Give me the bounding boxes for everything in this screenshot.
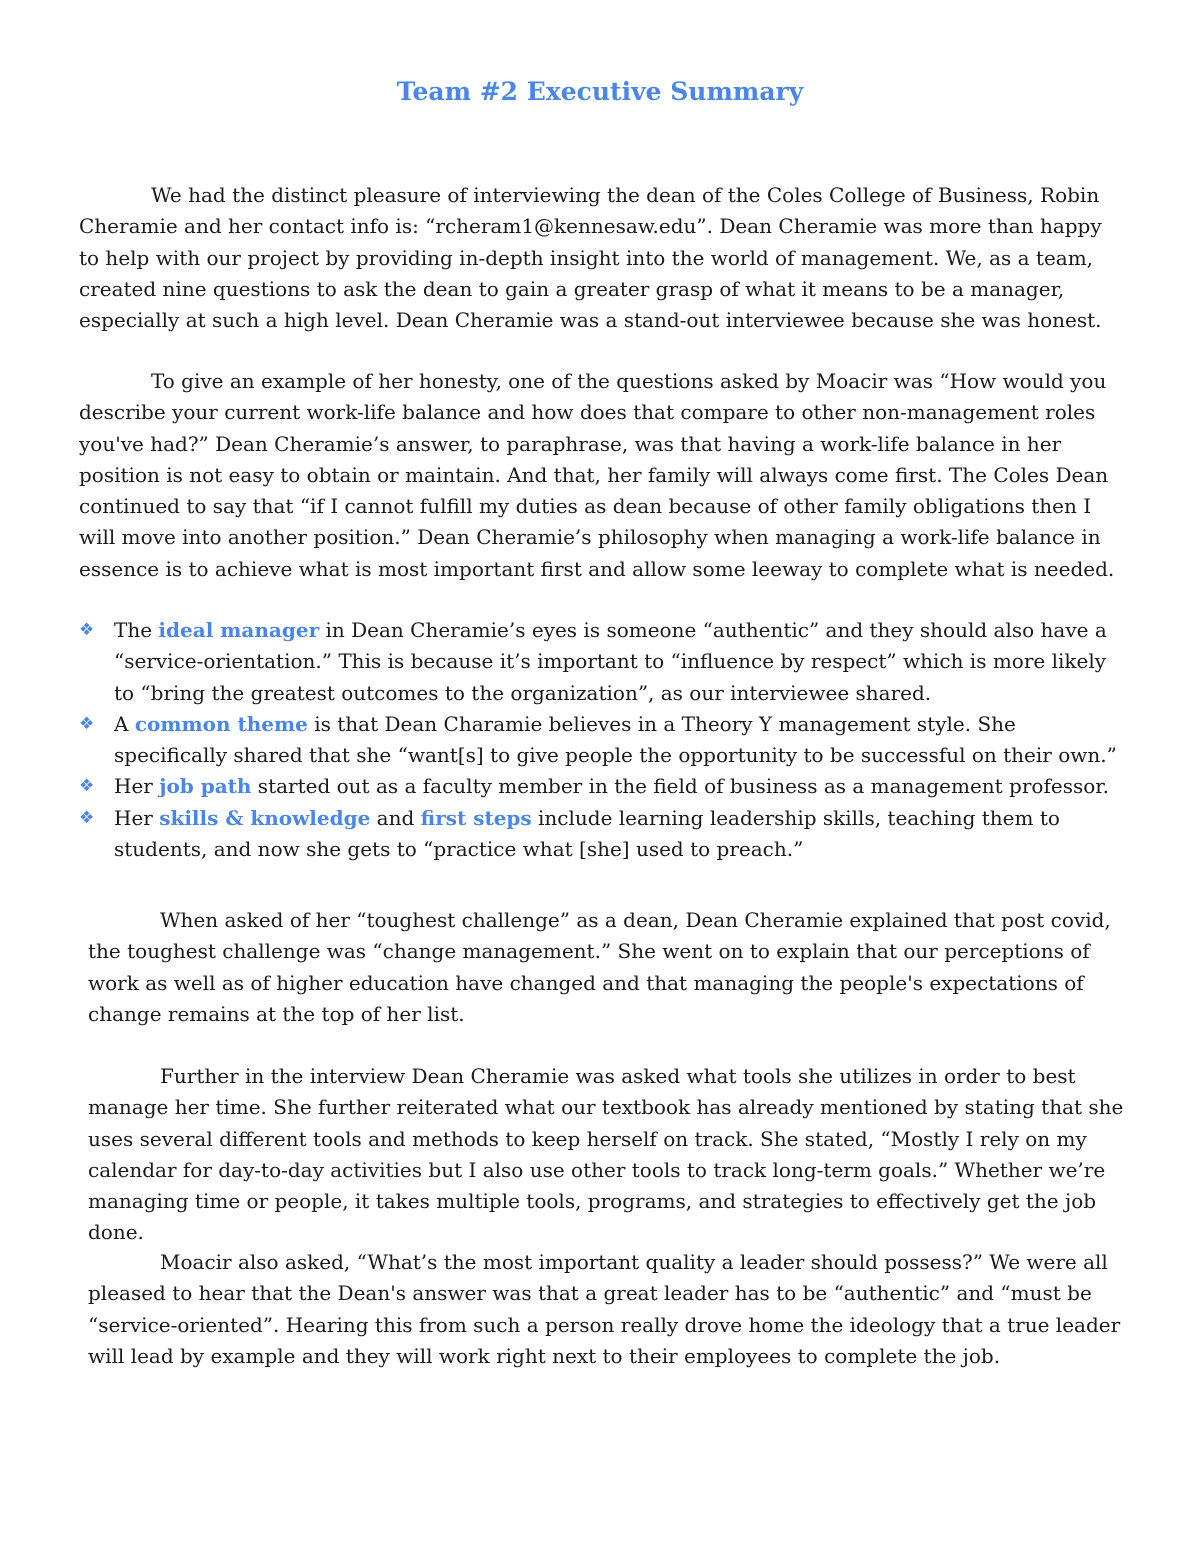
highlight-first-steps: first steps: [420, 805, 532, 830]
diamond-bullet-icon: ❖: [79, 713, 95, 734]
highlight-common-theme: common theme: [134, 711, 308, 736]
paragraph-intro: We had the distinct pleasure of interviewing the dean of the Coles College of Business, Robin Cheramie and her contact info is: “rcheram1@kennesaw.edu”. Dean Cheramie was more than happy to help with our project by providing in-depth insight into the world of management. We, as a team, created nine questions to ask the dean to gain a greater grasp of what it means to be a manager, especially at such a high level. Dean Cheramie was a stand-out interviewee because she was honest.: [79, 183, 1102, 333]
highlight-job-path: job path: [159, 774, 252, 799]
page-title: Team #2 Executive Summary: [396, 77, 804, 106]
highlight-skills-knowledge: skills & knowledge: [159, 805, 371, 830]
paragraph-time-tools: Further in the interview Dean Cheramie was asked what tools she utilizes in order to best manage her time. She further reiterated what our textbook has already mentioned by stating that she uses several different tools and methods to keep herself on track. She stated, “Mostly I rely on my calendar for day-to-day activities but I also use other tools to track long-term goals.” Whether we’re managing time or people, it takes multiple tools, programs, and strategies to effectively get the job done.: [88, 1064, 1124, 1245]
diamond-bullet-icon: ❖: [79, 807, 95, 828]
list-item: ❖ Her job path started out as a faculty member in the field of business as a management professor.: [79, 771, 1121, 802]
paragraph-leader-quality: Moacir also asked, “What’s the most important quality a leader should possess?” We were all pleased to hear that the Dean's answer was that a great leader has to be “authentic” and “must be “service-oriented”. Hearing this from such a person really drove home the ideology that a true leader will lead by example and they will work right next to their employees to complete the job.: [88, 1250, 1121, 1368]
paragraph-toughest-challenge: When asked of her “toughest challenge” as a dean, Dean Cheramie explained that post covid, the toughest challenge was “change management.” She went on to explain that our perceptions of work as well as of higher education have changed and that managing the people's expectations of change remains at the top of her list.: [88, 908, 1111, 1026]
diamond-bullet-icon: ❖: [79, 776, 95, 797]
diamond-bullet-icon: ❖: [79, 620, 95, 640]
key-points-list: [79, 615, 1121, 865]
list-item: ❖ A common theme is that Dean Charamie believes in a Theory Y management style. She specifically shared that she “want[s] to give people the opportunity to be successful on their own.”: [79, 709, 1121, 772]
list-item: ❖ Her skills & knowledge and first steps include learning leadership skills, teaching them to students, and now she gets to “practice what [she] used to preach.”: [79, 803, 1121, 866]
paragraph-honesty: To give an example of her honesty, one of the questions asked by Moacir was “How would you describe your current work-life balance and how does that compare to other non-management roles you've had?” Dean Cheramie’s answer, to paraphrase, was that having a work-life balance in her position is not easy to obtain or maintain. And that, her family will always come first. The Coles Dean continued to say that “if I cannot fulfill my duties as dean because of other family obligations then I will move into another position.” Dean Cheramie’s philosophy when managing a work-life balance in essence is to achieve what is most important first and allow some leeway to complete what is needed.: [79, 369, 1115, 581]
highlight-ideal-manager: ideal manager: [158, 618, 320, 642]
list-item: ❖ The ideal manager in Dean Cheramie’s eyes is someone “authentic” and they should also have a “service-orientation.” This is because it’s important to “influence by respect” which is more likely to “bring the greatest outcomes to the organization”, as our interviewee shared.: [79, 615, 1121, 709]
